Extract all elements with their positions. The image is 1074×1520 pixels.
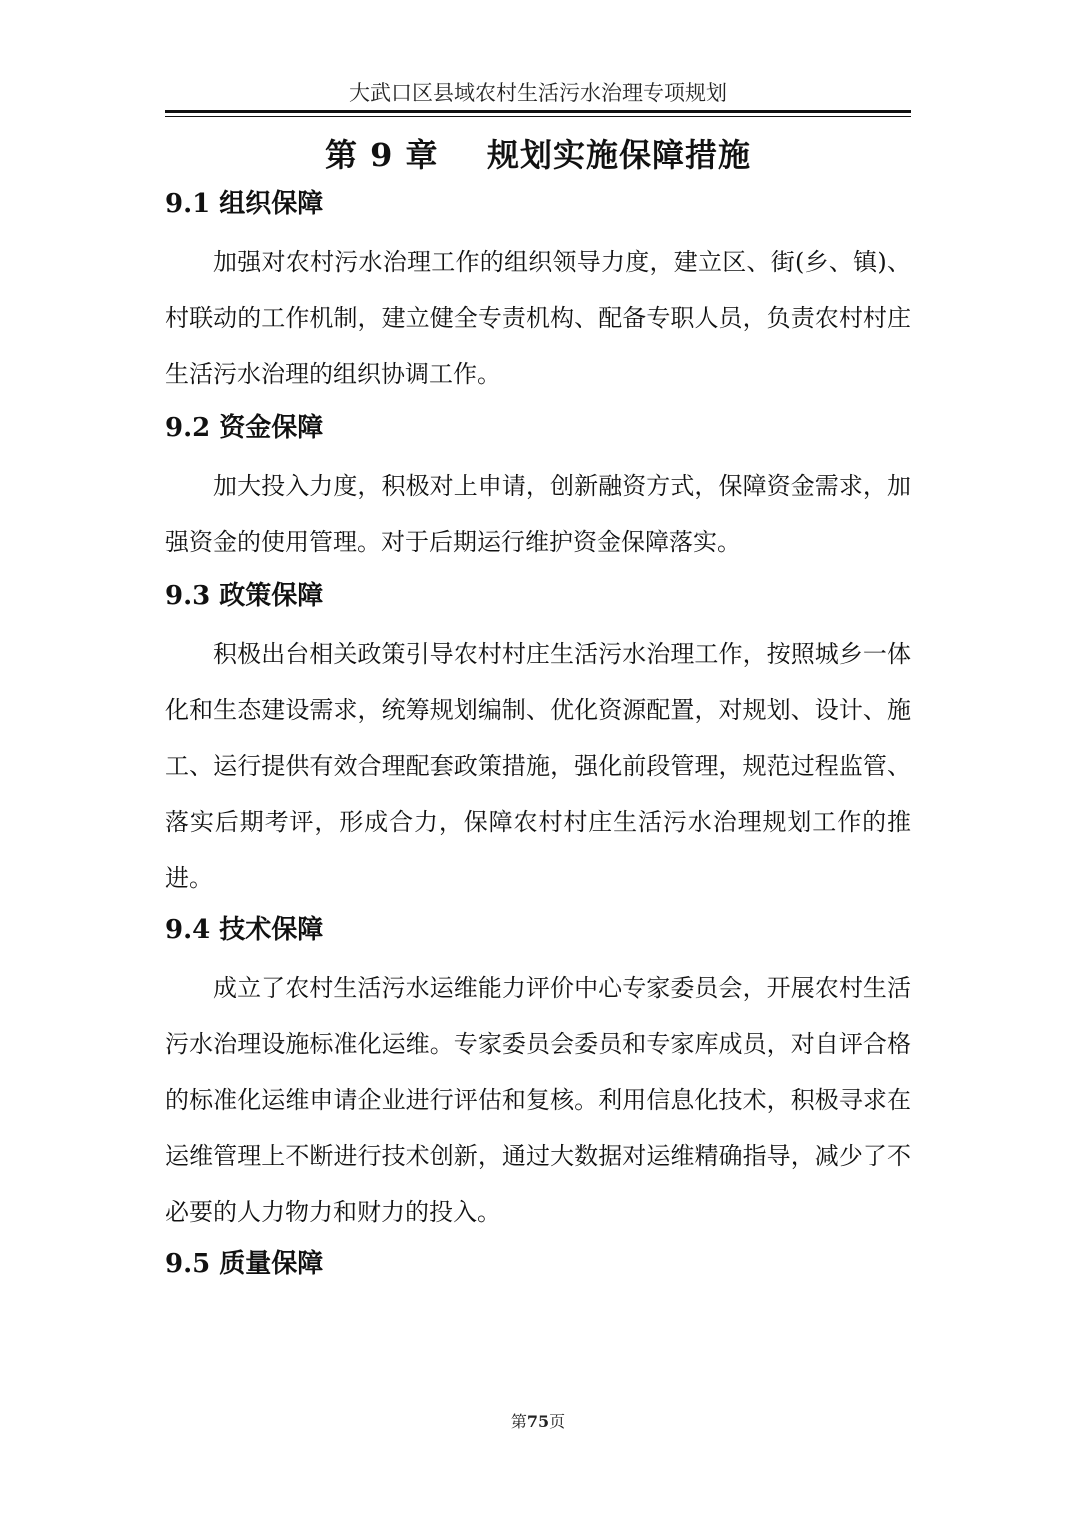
section-paragraph-9-2: 加大投入力度，积极对上申请，创新融资方式，保障资金需求，加强资金的使用管理。对于后期运行维护资金保障落实。 [165, 472, 911, 556]
section-paragraph-9-3: 积极出台相关政策引导农村村庄生活污水治理工作，按照城乡一体化和生态建设需求，统筹规划编制、优化资源配置，对规划、设计、施工、运行提供有效合理配套政策措施，强化前段管理，规范过程监管、落实后期考评，形成合力，保障农村村庄生活污水治理规划工作的推进。 [165, 640, 911, 892]
page-footer-prefix: 第 [510, 1412, 527, 1431]
chapter-title: 第 9 章 规划实施保障措施 [324, 136, 752, 174]
section-heading-9-5: 9.5 质量保障 [165, 1249, 324, 1279]
page-number: 75 [526, 1412, 550, 1431]
page-footer [165, 1410, 911, 1434]
section-paragraph-9-4: 成立了农村生活污水运维能力评价中心专家委员会，开展农村生活污水治理设施标准化运维。专家委员会委员和专家库成员，对自评合格的标准化运维申请企业进行评估和复核。利用信息化技术，积极寻求在运维管理上不断进行技术创新，通过大数据对运维精确指导，减少了不必要的人力物力和财力的投入。 [165, 974, 911, 1226]
header-rule-thick [165, 110, 911, 113]
section-heading-9-1: 9.1 组织保障 [165, 189, 324, 219]
header-rule-thin [165, 116, 911, 117]
section-heading-9-2: 9.2 资金保障 [165, 413, 324, 443]
page-footer-suffix: 页 [549, 1412, 566, 1431]
running-header: 大武口区县域农村生活污水治理专项规划 [349, 81, 727, 105]
section-paragraph-9-1: 加强对农村污水治理工作的组织领导力度，建立区、街(乡、镇)、村联动的工作机制，建立健全专责机构、配备专职人员，负责农村村庄生活污水治理的组织协调工作。 [165, 248, 911, 388]
section-heading-9-4: 9.4 技术保障 [165, 915, 324, 945]
section-heading-9-3: 9.3 政策保障 [165, 581, 324, 611]
